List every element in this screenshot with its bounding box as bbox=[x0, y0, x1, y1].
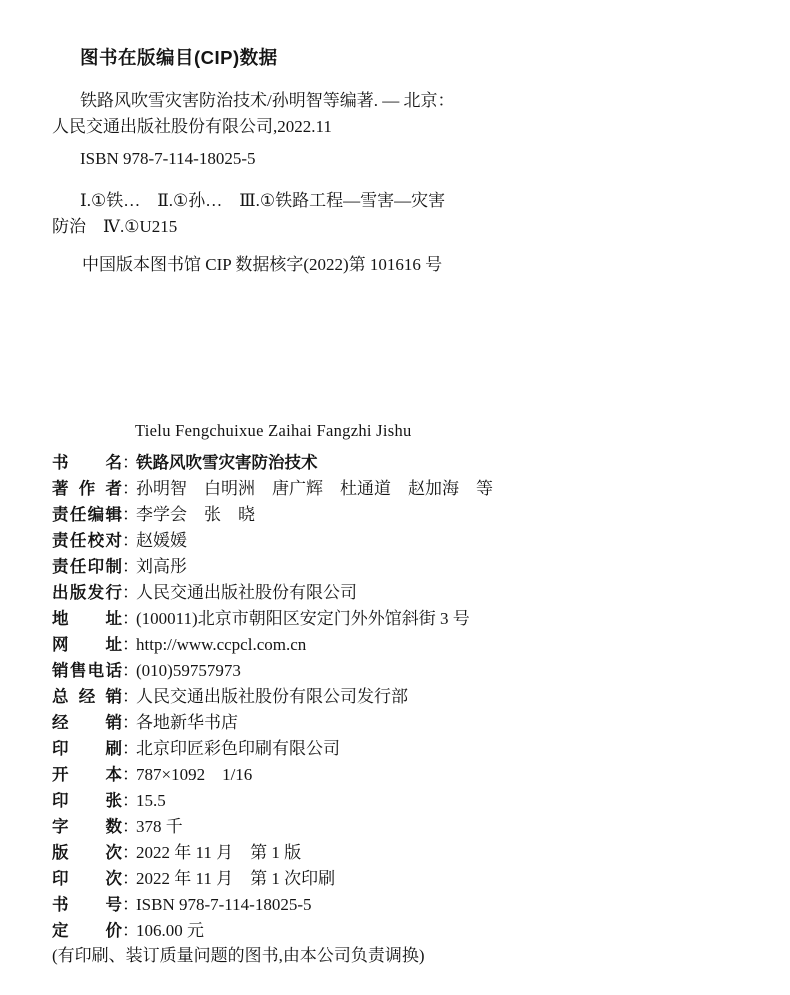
row-colon: ： bbox=[122, 635, 139, 654]
row-colon: ： bbox=[122, 791, 139, 810]
colophon-row bbox=[52, 580, 742, 606]
row-label: 著作者 bbox=[52, 480, 122, 498]
row-value: 787×1092 1/16 bbox=[136, 765, 253, 784]
row-colon: ： bbox=[122, 531, 139, 550]
row-label: 版次 bbox=[52, 844, 122, 862]
row-colon: ： bbox=[122, 843, 139, 862]
colophon-row bbox=[52, 632, 742, 658]
colophon-block bbox=[52, 420, 742, 968]
exchange-note: (有印刷、装订质量问题的图书,由本公司负责调换) bbox=[52, 946, 425, 965]
row-colon: ： bbox=[122, 687, 139, 706]
cip-class-line2: 防治 Ⅳ.①U215 bbox=[52, 217, 178, 236]
colophon-row bbox=[52, 476, 742, 502]
row-colon: ： bbox=[122, 895, 139, 914]
row-colon: ： bbox=[122, 869, 139, 888]
row-colon: ： bbox=[122, 505, 139, 524]
row-label: 经销 bbox=[52, 714, 122, 732]
colophon-row bbox=[52, 892, 742, 918]
row-value: http://www.ccpcl.com.cn bbox=[136, 635, 307, 654]
row-label: 责任编辑 bbox=[52, 506, 122, 524]
cip-isbn-line: ISBN 978-7-114-18025-5 bbox=[80, 149, 256, 168]
row-value: (100011)北京市朝阳区安定门外外馆斜街 3 号 bbox=[136, 609, 470, 628]
colophon-row bbox=[52, 788, 742, 814]
cip-entry-line2: 人民交通出版社股份有限公司,2022.11 bbox=[52, 117, 332, 136]
cip-classification bbox=[52, 188, 742, 240]
cip-entry bbox=[52, 88, 742, 140]
row-label: 印张 bbox=[52, 792, 122, 810]
row-value: 刘高彤 bbox=[136, 557, 187, 576]
row-value: 人民交通出版社股份有限公司发行部 bbox=[136, 687, 408, 706]
row-label: 出版发行 bbox=[52, 584, 122, 602]
row-value: 106.00 元 bbox=[136, 921, 204, 940]
colophon-row bbox=[52, 866, 742, 892]
row-colon: ： bbox=[122, 739, 139, 758]
row-label: 印次 bbox=[52, 870, 122, 888]
row-value: 15.5 bbox=[136, 791, 166, 810]
colophon-row bbox=[52, 814, 742, 840]
row-value: 2022 年 11 月 第 1 次印刷 bbox=[136, 869, 336, 888]
pinyin-title: Tielu Fengchuixue Zaihai Fangzhi Jishu bbox=[135, 421, 412, 440]
row-label: 地址 bbox=[52, 610, 122, 628]
colophon-row bbox=[52, 450, 742, 476]
row-colon: ： bbox=[122, 765, 139, 784]
row-colon: ： bbox=[122, 609, 139, 628]
colophon-rows bbox=[52, 450, 742, 944]
colophon-row bbox=[52, 684, 742, 710]
cip-heading: 图书在版编目(CIP)数据 bbox=[80, 47, 278, 68]
row-label: 字数 bbox=[52, 818, 122, 836]
colophon-row bbox=[52, 736, 742, 762]
row-value: (010)59757973 bbox=[136, 661, 241, 680]
row-colon: ： bbox=[122, 557, 139, 576]
row-colon: ： bbox=[122, 661, 139, 680]
row-label: 开本 bbox=[52, 766, 122, 784]
row-label: 总经销 bbox=[52, 688, 122, 706]
row-label: 销售电话 bbox=[52, 662, 122, 680]
row-value: 铁路风吹雪灾害防治技术 bbox=[136, 454, 318, 472]
row-value: 赵媛媛 bbox=[136, 531, 187, 550]
colophon-row bbox=[52, 528, 742, 554]
cip-data-block bbox=[52, 46, 742, 278]
row-colon: ： bbox=[122, 713, 139, 732]
row-value: ISBN 978-7-114-18025-5 bbox=[136, 895, 312, 914]
row-value: 人民交通出版社股份有限公司 bbox=[136, 583, 357, 602]
colophon-row bbox=[52, 918, 742, 944]
cip-entry-line1: 铁路风吹雪灾害防治技术/孙明智等编著. — 北京： bbox=[80, 91, 455, 110]
row-label: 网址 bbox=[52, 636, 122, 654]
row-colon: ： bbox=[122, 583, 139, 602]
row-value: 2022 年 11 月 第 1 版 bbox=[136, 843, 302, 862]
row-value: 各地新华书店 bbox=[136, 713, 238, 732]
row-label: 责任印制 bbox=[52, 558, 122, 576]
cip-class-line1: Ⅰ.①铁… Ⅱ.①孙… Ⅲ.①铁路工程—雪害—灾害 bbox=[80, 191, 446, 210]
row-value: 李学会 张 晓 bbox=[136, 505, 255, 524]
row-colon: ： bbox=[122, 479, 139, 498]
colophon-row bbox=[52, 606, 742, 632]
colophon-row bbox=[52, 710, 742, 736]
row-value: 378 千 bbox=[136, 817, 183, 836]
row-label: 书名 bbox=[52, 454, 122, 472]
colophon-row bbox=[52, 658, 742, 684]
row-label: 印刷 bbox=[52, 740, 122, 758]
cip-record-number: 中国版本图书馆 CIP 数据核字(2022)第 101616 号 bbox=[82, 255, 443, 274]
colophon-row bbox=[52, 762, 742, 788]
row-label: 定价 bbox=[52, 922, 122, 940]
row-colon: ： bbox=[122, 453, 139, 472]
row-value: 孙明智 白明洲 唐广辉 杜通道 赵加海 等 bbox=[136, 479, 493, 498]
row-colon: ： bbox=[122, 921, 139, 940]
colophon-row bbox=[52, 554, 742, 580]
row-label: 书号 bbox=[52, 896, 122, 914]
colophon-row bbox=[52, 502, 742, 528]
row-colon: ： bbox=[122, 817, 139, 836]
row-value: 北京印匠彩色印刷有限公司 bbox=[136, 739, 340, 758]
colophon-row bbox=[52, 840, 742, 866]
row-label: 责任校对 bbox=[52, 532, 122, 550]
